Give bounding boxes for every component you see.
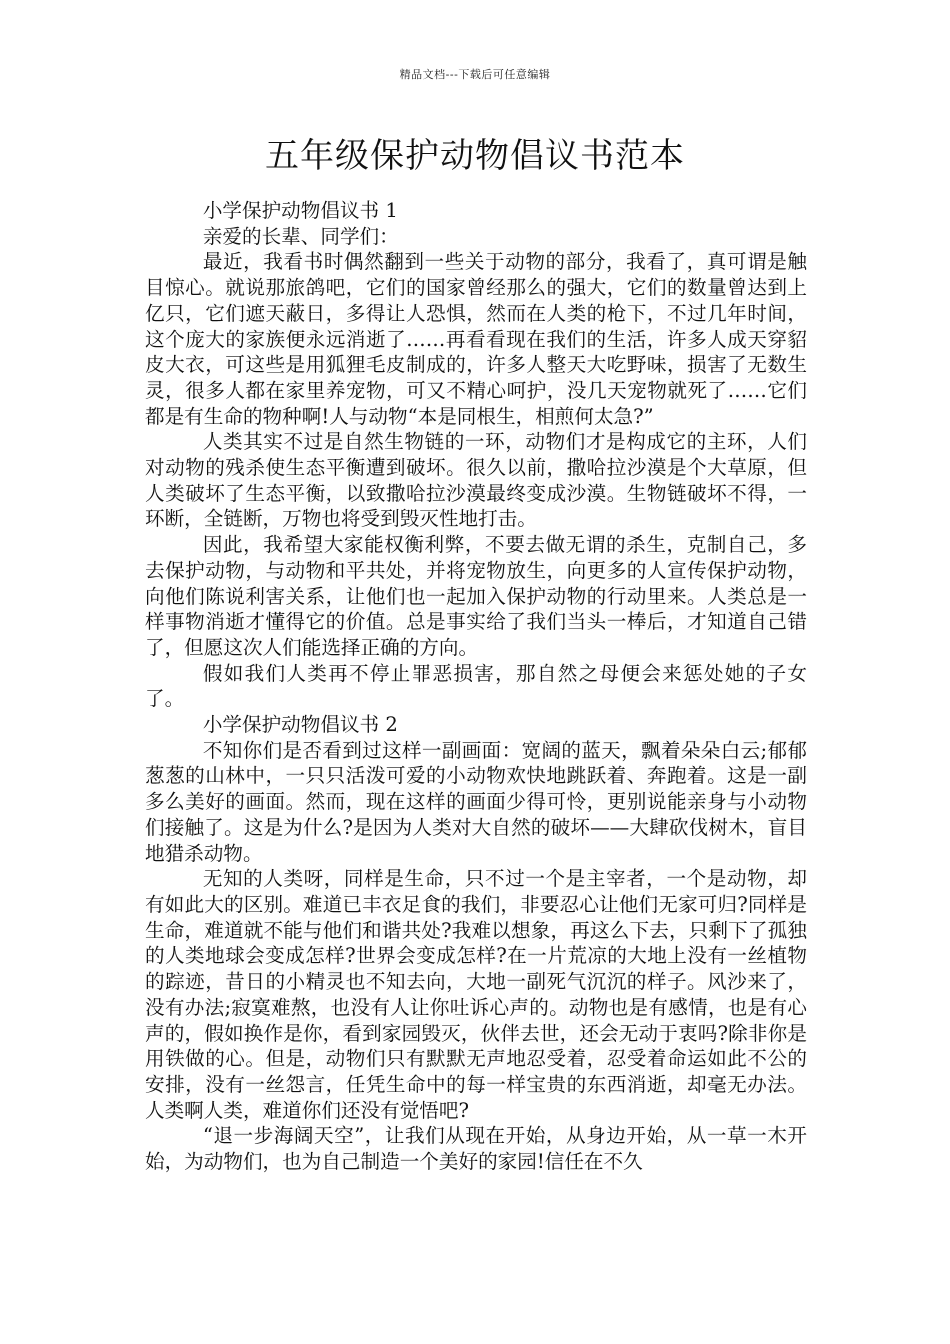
paragraph: 不知你们是否看到过这样一副画面：宽阔的蓝天，飘着朵朵白云;郁郁葱葱的山林中，一只只活泼可爱的小动物欢快地跳跃着、奔跑着。这是一副多么美好的画面。然而，现在这样的画面少得可怜，更别说能亲身与小动物们接触了。这是为什么?是因为人类对大自然的破坏——大肆砍伐树木，盲目地猎杀动物。 bbox=[145, 738, 807, 865]
paragraph: 无知的人类呀，同样是生命，只不过一个是主宰者，一个是动物，却有如此大的区别。难道已丰衣足食的我们，非要忍心让他们无家可归?同样是生命，难道就不能与他们和谐共处?我难以想象，再这么下去，只剩下了孤独的人类地球会变成怎样?世界会变成怎样?在一片荒凉的大地上没有一丝植物的踪迹，昔日的小精灵也不知去向，大地一副死气沉沉的样子。风沙来了，没有办法;寂寞难熬，也没有人让你吐诉心声的。动物也是有感情，也是有心声的，假如换作是你，看到家园毁灭，伙伴去世，还会无动于衷吗?除非你是用铁做的心。但是，动物们只有默默无声地忍受着，忍受着命运如此不公的安排，没有一丝怨言，任凭生命中的每一样宝贵的东西消逝，却毫无办法。人类啊人类，难道你们还没有觉悟吧? bbox=[145, 867, 807, 1122]
paragraph: “退一步海阔天空”，让我们从现在开始，从身边开始，从一草一木开始，为动物们，也为自己制造一个美好的家园!信任在不久 bbox=[145, 1124, 807, 1174]
paragraph: 假如我们人类再不停止罪恶损害，那自然之母便会来惩处她的子女了。 bbox=[145, 661, 807, 711]
document-title: 五年级保护动物倡议书范本 bbox=[265, 136, 685, 176]
salutation: 亲爱的长辈、同学们： bbox=[202, 224, 399, 248]
paragraph: 人类其实不过是自然生物链的一环，动物们才是构成它的主环，人们对动物的残杀使生态平衡遭到破坏。很久以前，撒哈拉沙漠是个大草原，但人类破坏了生态平衡，以致撒哈拉沙漠最终变成沙漠。生物链破坏不得，一环断，全链断，万物也将受到毁灭性地打击。 bbox=[145, 430, 807, 531]
header-note: 精品文档---下载后可任意编辑 bbox=[399, 68, 551, 81]
section-heading-2: 小学保护动物倡议书 2 bbox=[202, 713, 398, 737]
section-heading-1: 小学保护动物倡议书 1 bbox=[202, 199, 398, 222]
paragraph: 因此，我希望大家能权衡利弊，不要去做无谓的杀生，克制自己，多去保护动物，与动物和平共处，并将宠物放生，向更多的人宣传保护动物，向他们陈说利害关系，让他们也一起加入保护动物的行动里来。人类总是一样事物消逝才懂得它的价值。总是事实给了我们当头一棒后，才知道自己错了，但愿这次人们能选择正确的方向。 bbox=[145, 533, 807, 659]
document-body bbox=[145, 198, 807, 1175]
paragraph: 最近，我看书时偶然翻到一些关于动物的部分，我看了，真可谓是触目惊心。就说那旅鸽吧，它们的国家曾经那么的强大，它们的数量曾达到上亿只，它们遮天蔽日，多得让人恐惧，然而在人类的枪下，不过几年时间，这个庞大的家族便永远消逝了……再看看现在我们的生活，许多人成天穿貂皮大衣，可这些是用狐狸毛皮制成的，许多人整天大吃野味，损害了无数生灵，很多人都在家里养宠物，可又不精心呵护，没几天宠物就死了……它们都是有生命的物种啊!人与动物“本是同根生，相煎何太急?” bbox=[145, 250, 807, 428]
